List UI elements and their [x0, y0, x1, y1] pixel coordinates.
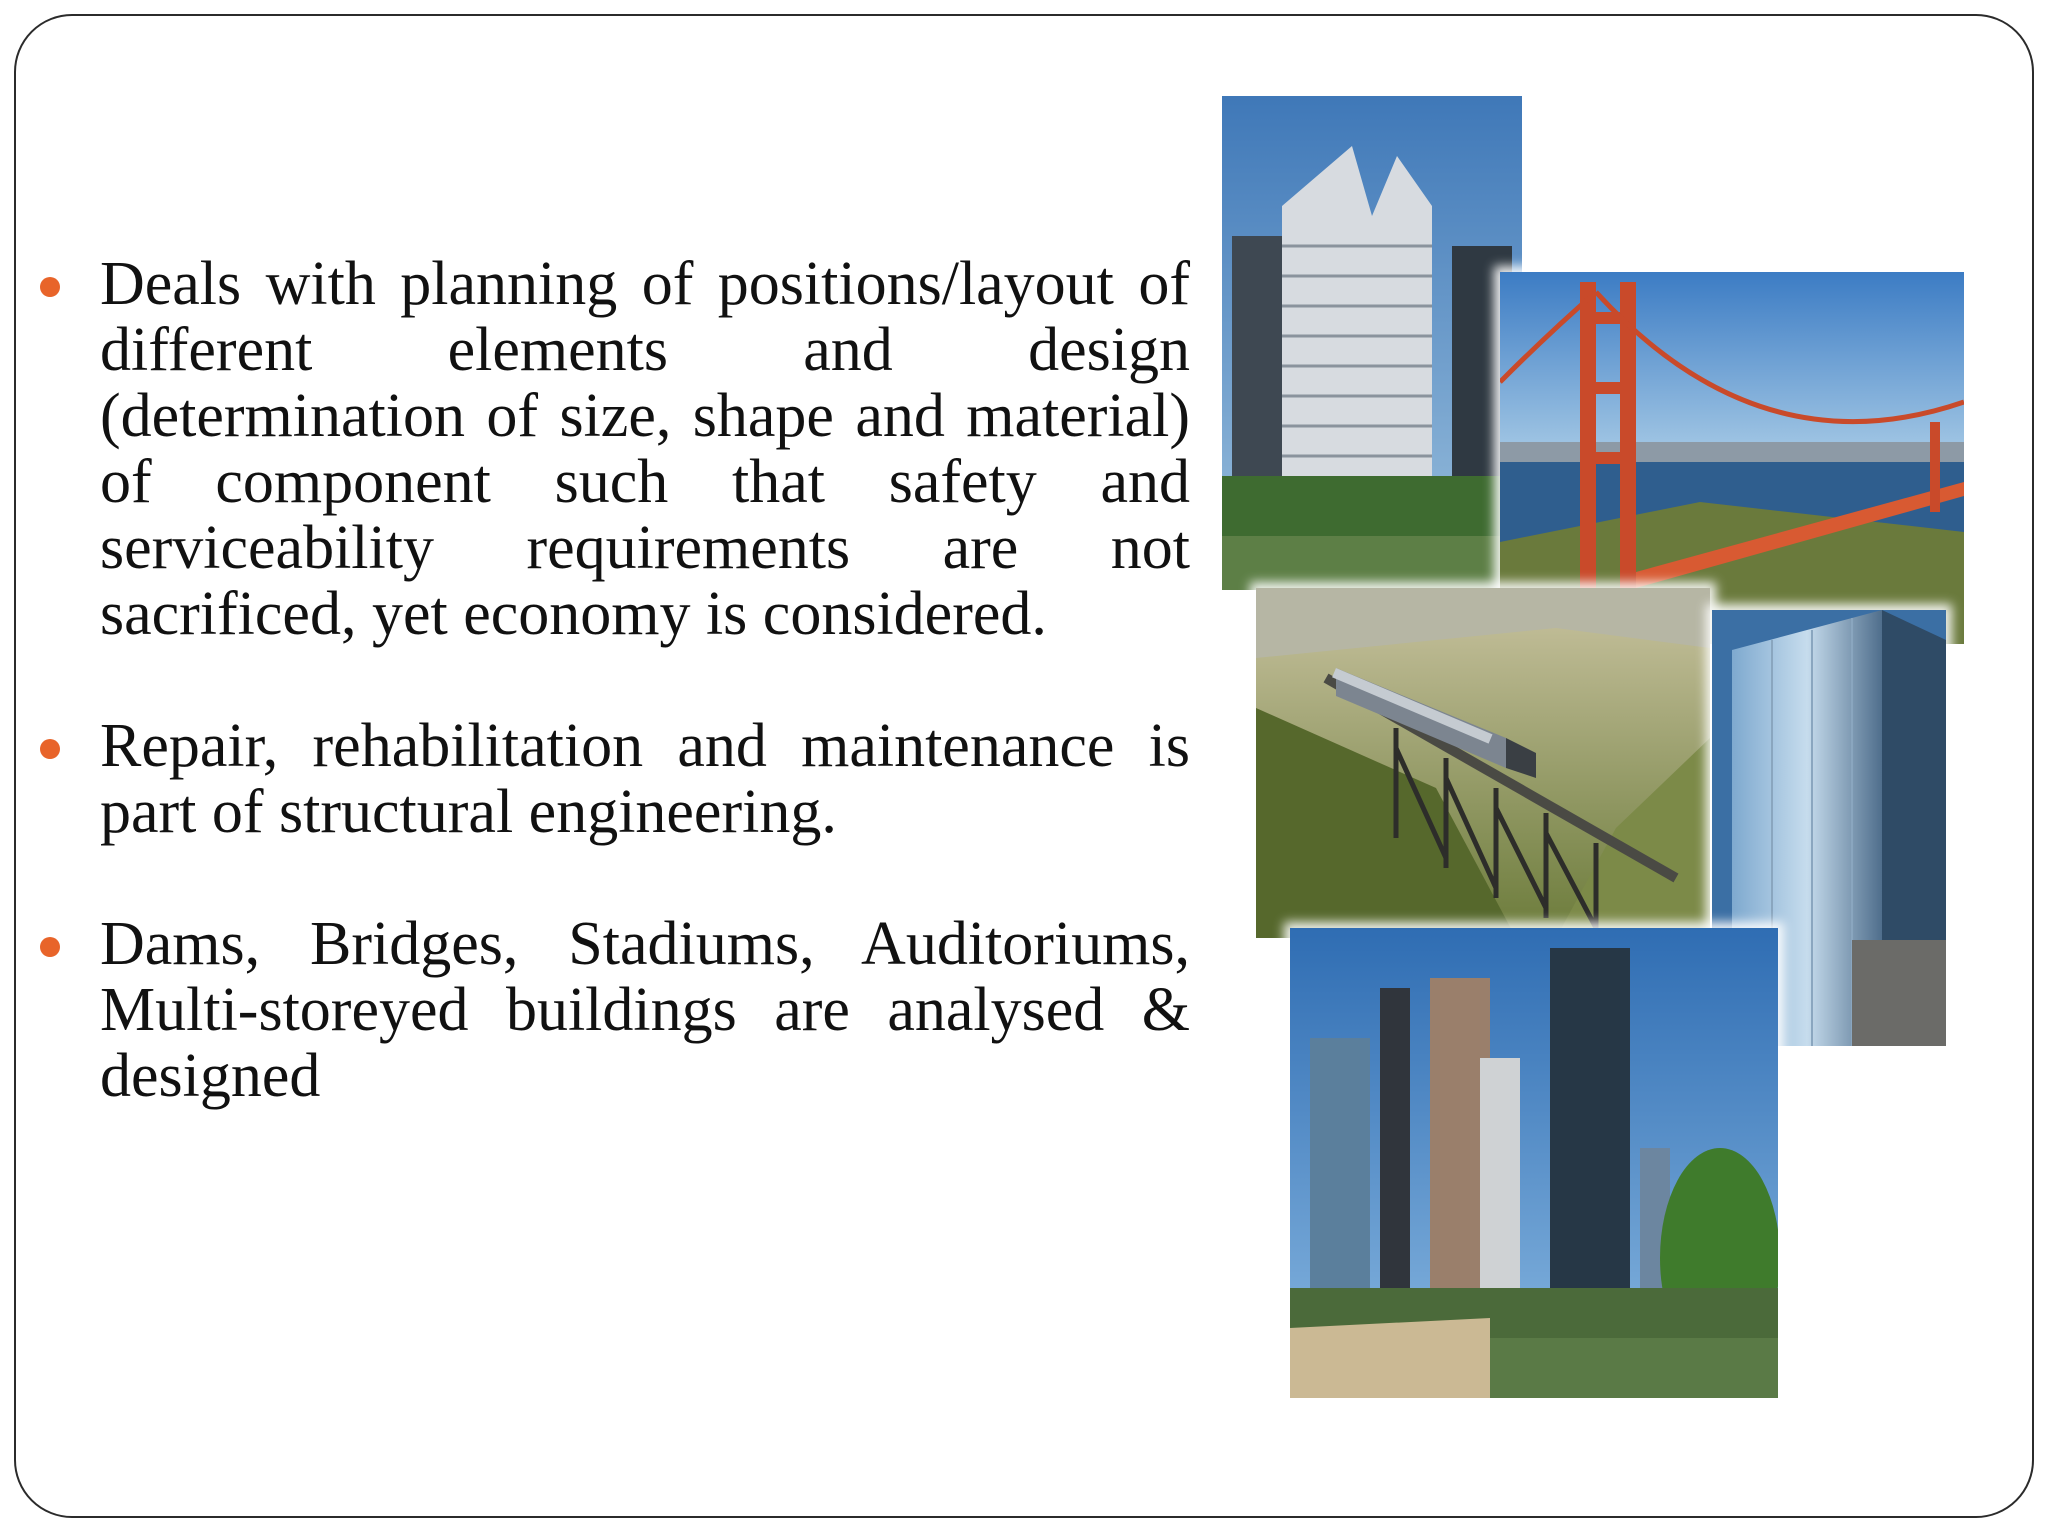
bullet-text: Dams, Bridges, Stadiums, Auditoriums, Multi-storeyed buildings are analysed & designed	[100, 910, 1190, 1110]
train-trestle-bridge-photo	[1256, 588, 1710, 938]
bullet-text: Repair, rehabilitation and maintenance is part of structural engineering.	[100, 712, 1190, 846]
city-skyline-photo	[1290, 928, 1778, 1398]
bullet-text: Deals with planning of positions/layout of different elements and design (determination of size, shape and material) of component such that safety and serviceability requirements are not sacrificed, yet economy is considered.	[100, 250, 1190, 648]
skyscraper-photo	[1222, 96, 1522, 590]
